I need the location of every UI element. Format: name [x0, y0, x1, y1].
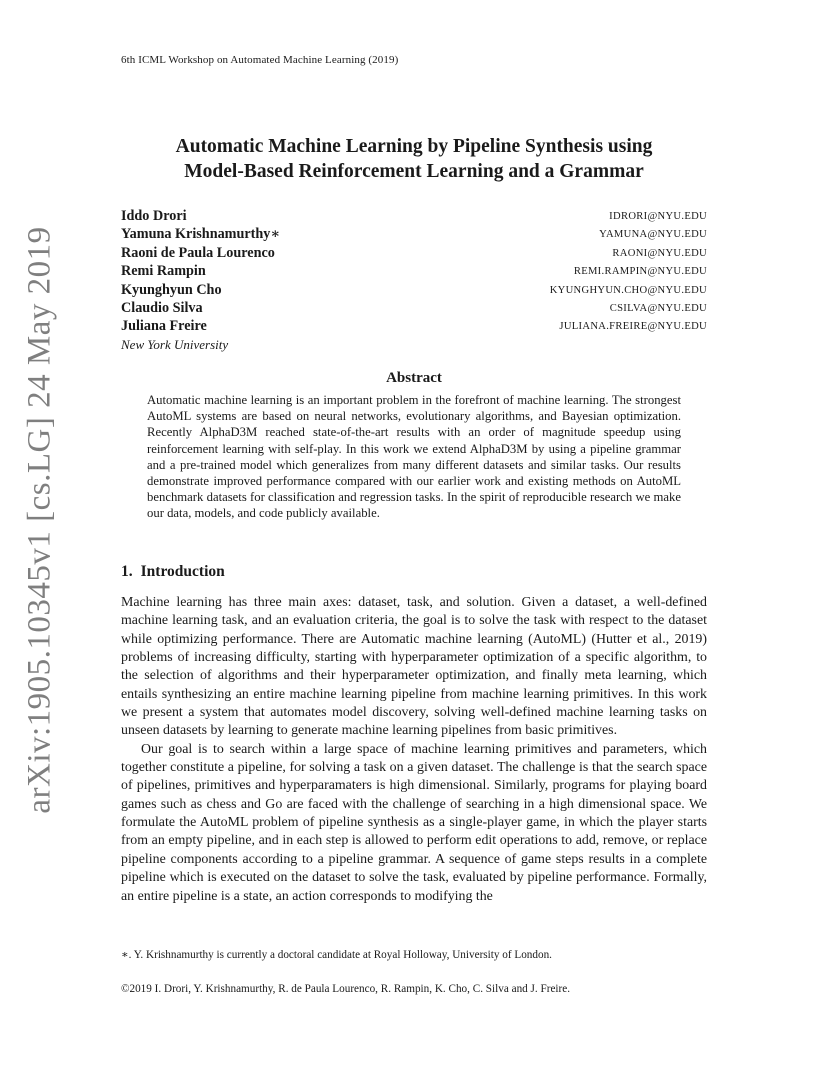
author-name: Juliana Freire	[121, 318, 207, 335]
abstract-heading: Abstract	[386, 370, 442, 386]
author-name: Remi Rampin	[121, 263, 206, 280]
author-name: Raoni de Paula Lourenco	[121, 244, 275, 261]
author-email[interactable]: IDRORI@NYU.EDU	[609, 211, 707, 222]
affiliation: New York University	[121, 337, 229, 352]
copyright-notice: ©2019 I. Drori, Y. Krishnamurthy, R. de Paula Lourenco, R. Rampin, K. Cho, C. Silva and J. Freire.	[121, 983, 571, 995]
author-row	[121, 281, 707, 299]
author-email[interactable]: RAONI@NYU.EDU	[612, 247, 707, 259]
section-number: 1.	[121, 563, 133, 580]
abstract-text: Automatic machine learning is an important problem in the forefront of machine learning. The strongest AutoML systems are based on neural networks, evolutionary algorithms, and Bayesian optimization. Recently AlphaD3M reached state-of-the-art results with an order of magnitude speedup using reinforcement learning with self-play. In this work we extend AlphaD3M by using a pipeline grammar and a pre-trained model which generalizes from many different datasets and similar tasks. Our results demonstrate improved performance compared with our earlier work and existing methods on AutoML benchmark datasets for classification and regression tasks. In the spirit of reproducible research we make our data, models, and code publicly available.	[147, 393, 681, 521]
author-name: Iddo Drori	[121, 208, 187, 224]
author-email[interactable]: KYUNGHYUN.CHO@NYU.EDU	[549, 284, 707, 296]
author-email[interactable]: YAMUNA@NYU.EDU	[599, 229, 707, 241]
paragraph: Machine learning has three main axes: dataset, task, and solution. Given a dataset, a well-defined machine learning task, and an evaluation criteria, the goal is to solve the task with respect to the dataset while optimizing performance. There are Automatic machine learning (AutoML) (Hutter et al., 2019) problems of increasing difficulty, starting with hyperparameter optimization of a specific algorithm, to the selection of algorithms and their hyperparameter optimization, and finally meta learning, which entails synthesizing an entire machine learning pipeline from machine learning primitives. In this work we present a system that automates model discovery, solving well-defined machine learning tasks on unseen datasets by learning to generate machine learning pipelines from basic primitives.	[121, 595, 707, 739]
author-email[interactable]: REMI.RAMPIN@NYU.EDU	[573, 266, 707, 278]
footnote: ∗. Y. Krishnamurthy is currently a doctoral candidate at Royal Holloway, University of London.	[121, 949, 552, 961]
running-header: 6th ICML Workshop on Automated Machine Learning (2019)	[121, 54, 399, 66]
author-row	[121, 299, 707, 317]
arxiv-side-stamp: arXiv:1905.10345v1 [cs.LG] 24 May 2019	[21, 226, 58, 814]
author-row	[121, 225, 707, 243]
paragraph: Our goal is to search within a large space of machine learning primitives and parameters, which together constitute a pipeline, for solving a task on a given dataset. The challenge is that the search space of pipelines, primitives and hyperparamaters is high dimensional. Similarly, programs for playing board games such as chess and Go are faced with the challenge of searching in a high dimensional space. We formulate the AutoML problem of pipeline synthesis as a single-player game, in which the player starts from an empty pipeline, and in each step is allowed to perform edit operations to add, remove, or replace pipeline components according to a pipeline grammar. A sequence of game steps results in a complete pipeline which is executed on the dataset to solve the task, evaluated by pipeline performance. Formally, an entire pipeline is a state, an action corresponds to modifying the	[121, 741, 707, 904]
author-row	[121, 244, 707, 262]
author-email[interactable]: CSILVA@NYU.EDU	[609, 302, 707, 314]
section-title: Introduction	[140, 563, 225, 580]
author-row	[121, 317, 707, 335]
author-row	[121, 262, 707, 280]
author-name: Kyunghyun Cho	[121, 281, 222, 298]
title-line-2: Model-Based Reinforcement Learning and a Grammar	[184, 161, 644, 182]
section-heading	[121, 563, 225, 581]
title-line-1: Automatic Machine Learning by Pipeline Synthesis using	[175, 136, 653, 157]
body-text	[121, 594, 707, 906]
author-name: Claudio Silva	[121, 299, 203, 316]
author-row	[121, 207, 707, 225]
paper-title	[100, 134, 728, 184]
author-list	[121, 207, 707, 336]
author-email[interactable]: JULIANA.FREIRE@NYU.EDU	[559, 321, 707, 333]
author-name: Yamuna Krishnamurthy∗	[121, 226, 281, 243]
